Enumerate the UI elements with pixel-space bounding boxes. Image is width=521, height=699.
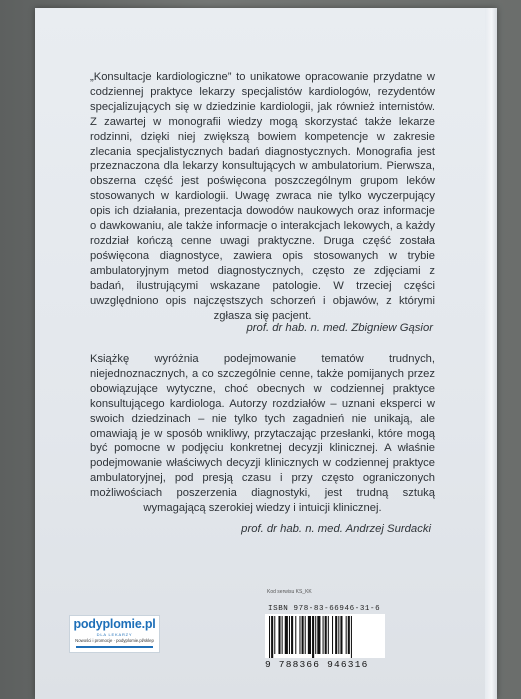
- sticker-tagline: Nowości i promocje · podyplomie.pl/sklep: [75, 638, 154, 643]
- sticker-accent-bar: [76, 646, 153, 648]
- description-paragraph-1: „Konsultacje kardiologiczne” to unikatowe opracowanie przydatne w codziennej praktyce lekarzy specjalistów kardiologów, rezydentów specjalizujących się w dziedzinie kardiologii, jak również internistów. Z zawartej w monografii wiedzy mogą skorzystać także lekarze rodzinni, dzięki niej zwiększą bowiem kompetencje w zakresie zlecania specjalistycznych badań diagnostycznych. Monografia jest przeznaczona dla lekarzy konsultujących w ambulatorium. Pierwsza, obszerna część jest poświęcona poszczególnym grupom leków stosowanych w kardiologii. Uwagę zwraca nie tylko wyczerpujący opis ich działania, prezentacja dowodów naukowych oraz informacje o dawkowaniu, ale także informacje o interakcjach lekowych, a każdy rozdział kończą cenne uwagi praktyczne. Druga część została poświęcona diagnostyce, zawiera opis stosowanych w trybie ambulatoryjnym metod diagnostycznych, często ze zdjęciami z badań, ilustrującymi wskazane patologie. W trzeciej części uwzględniono opis najczęstszych schorzeń i objawów, z którymi zgłasza się pacjent.: [90, 71, 435, 322]
- barcode-icon: [265, 614, 385, 658]
- reviewer-signature-1: prof. dr hab. n. med. Zbigniew Gąsior: [246, 322, 433, 334]
- podyplomie-logo-icon: podyplomie.pl: [73, 617, 156, 631]
- barcode-bars: [265, 614, 385, 658]
- isbn-text: ISBN 978-83-66946-31-6: [268, 605, 381, 613]
- podyplomie-sticker: [69, 615, 160, 653]
- service-code: Kod serwisu KS_KK: [267, 589, 312, 595]
- sticker-subtitle: DLA LEKARZY: [96, 632, 133, 637]
- reviewer-signature-2: prof. dr hab. n. med. Andrzej Surdacki: [241, 523, 431, 535]
- book-page-edges: [485, 8, 497, 699]
- description-paragraph-2: Książkę wyróżnia podejmowanie tematów trudnych, niejednoznacznych, a co szczególnie cenne, także pomijanych przez obowiązujące wytyczne, choć obecnych w codziennej praktyce konsultującego kardiologa. Autorzy rozdziałów – uznani eksperci w swoich dziedzinach – nie tylko tych zagadnień nie unikają, ale omawiają je w sposób wnikliwy, przytaczając przesłanki, które mogą być pomocne w podjęciu konkretnej decyzji klinicznej. A właśnie podejmowanie właściwych decyzji klinicznych w codziennej praktyce ambulatoryjnej, pod presją czasu i przy często ograniczonych możliwościach poszerzenia diagnostyki, jest trudną sztuką wymagającą szerokiej wiedzy i intuicji klinicznej.: [90, 353, 435, 515]
- ean-digits: 9 788366 946316: [265, 659, 369, 670]
